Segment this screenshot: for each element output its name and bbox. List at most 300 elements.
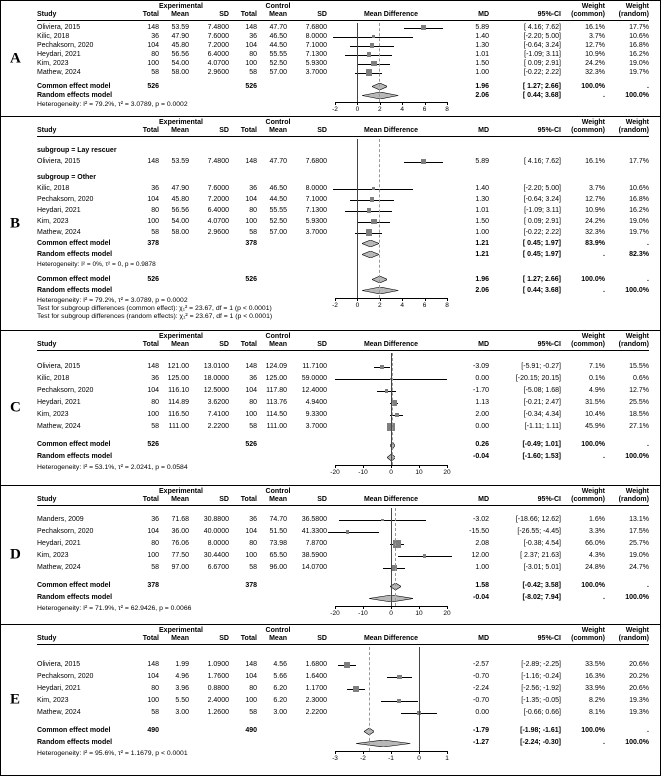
zero-reference-line xyxy=(391,508,392,606)
exp-total xyxy=(133,285,159,296)
effect-square xyxy=(372,187,375,190)
effect-square xyxy=(380,365,384,369)
study-column-header: Study xyxy=(37,11,57,18)
ci-plot-cell xyxy=(327,59,455,68)
ctrl-mean: 73.98 xyxy=(269,540,287,547)
weight-random-sub-header: (random) xyxy=(618,127,649,134)
axis-tick xyxy=(335,606,336,609)
ctrl-sd-header: SD xyxy=(317,341,327,348)
exp-sd: 7.6000 xyxy=(207,185,229,192)
ci-value: [ 0.09; 2.91] xyxy=(524,218,561,225)
control-group-header: Control xyxy=(265,488,291,495)
weight-random-value: 16.2% xyxy=(629,51,649,58)
md-value: 0.26 xyxy=(475,441,489,448)
exp-sd: 6.6700 xyxy=(207,564,229,571)
ctrl-total: 80 xyxy=(249,207,257,214)
ctrl-total xyxy=(229,91,257,100)
exp-mean: 56.56 xyxy=(171,51,189,58)
study-column-header: Study xyxy=(37,341,57,348)
study-row xyxy=(37,227,656,238)
axis-tick-label: 1 xyxy=(445,755,449,762)
weight-random-value: 19.0% xyxy=(629,60,649,67)
weight-random-header: Weight xyxy=(625,333,649,340)
ctrl-total: 100 xyxy=(245,552,257,559)
weight-common-value: 3.7% xyxy=(589,185,605,192)
weight-random-value: 20.6% xyxy=(629,661,649,668)
weight-random-value: 10.6% xyxy=(629,185,649,192)
axis-tick xyxy=(447,751,448,754)
ctrl-total: 100 xyxy=(245,60,257,67)
study-name: Kilic, 2018 xyxy=(37,33,70,40)
md-value: -2.24 xyxy=(473,685,489,692)
ctrl-sd-header: SD xyxy=(317,127,327,134)
panel-label-D: D xyxy=(10,546,21,563)
weight-random-value: 15.5% xyxy=(629,363,649,370)
x-axis xyxy=(327,296,455,312)
ctrl-sd: 7.8700 xyxy=(305,540,327,547)
axis-tick-label: 6 xyxy=(422,302,427,309)
exp-total: 490 xyxy=(147,727,159,734)
axis-tick-label: -1 xyxy=(388,755,394,762)
exp-mean: 45.80 xyxy=(171,42,189,49)
pooled-diamond xyxy=(362,287,398,294)
confidence-interval-line xyxy=(328,532,379,533)
ci-value: [-0.38; 4.54] xyxy=(523,540,561,547)
control-group-header: Control xyxy=(265,333,291,340)
ci-plot-cell xyxy=(327,274,455,285)
spacer xyxy=(37,488,133,496)
rows-container xyxy=(37,647,656,749)
exp-total: 100 xyxy=(147,552,159,559)
experimental-group-header: Experimental xyxy=(159,119,203,126)
study-name: Common effect model xyxy=(37,582,111,589)
weight-common-value: 4.9% xyxy=(589,387,605,394)
axis-tick-label: 2 xyxy=(377,302,382,309)
exp-sd xyxy=(189,580,229,592)
exp-total: 148 xyxy=(147,24,159,31)
ci-plot-cell xyxy=(327,683,455,695)
axis-tick-label: 8 xyxy=(445,302,449,309)
weight-random-value: . xyxy=(647,582,649,589)
ctrl-mean: 47.70 xyxy=(269,158,287,165)
weight-common-value: 10.4% xyxy=(585,411,605,418)
x-axis xyxy=(327,100,455,116)
axis-tick xyxy=(425,298,426,301)
weight-common-value: 16.1% xyxy=(585,24,605,31)
ctrl-total: 80 xyxy=(249,540,257,547)
weight-random-value: . xyxy=(647,727,649,734)
weight-common-sub-header: (common) xyxy=(571,635,605,642)
panel-label-B: B xyxy=(10,215,21,231)
ci-column-header: 95%-CI xyxy=(537,127,561,134)
exp-mean-header: Mean xyxy=(171,496,189,503)
ctrl-sd: 14.0700 xyxy=(301,564,327,571)
axis-tick-label: 4 xyxy=(400,302,404,309)
study-name: Mathew, 2024 xyxy=(37,423,81,430)
spacer xyxy=(327,627,455,635)
study-name: Common effect model xyxy=(37,276,111,283)
study-column-header: Study xyxy=(37,127,57,134)
md-value: 1.40 xyxy=(475,33,489,40)
weight-common-value: 16.3% xyxy=(585,673,605,680)
ctrl-mean: 6.20 xyxy=(273,685,287,692)
spacer xyxy=(455,488,489,496)
ctrl-sd-header: SD xyxy=(317,635,327,642)
exp-total: 80 xyxy=(151,207,159,214)
ctrl-mean xyxy=(257,82,287,91)
weight-common-sub-header: (common) xyxy=(571,127,605,134)
ci-value: [ 0.44; 3.68] xyxy=(522,287,561,294)
ctrl-mean xyxy=(257,91,287,100)
ci-plot-cell xyxy=(327,205,455,216)
axis-tick xyxy=(447,298,448,301)
ctrl-total-header: Total xyxy=(240,127,257,134)
ci-value: [-0.66; 0.66] xyxy=(523,709,561,716)
weight-common-value: 24.2% xyxy=(585,60,605,67)
weight-random-value: 18.5% xyxy=(629,411,649,418)
ctrl-mean: 124.09 xyxy=(265,363,287,370)
heterogeneity-note: Heterogeneity: I² = 0%, τ² = 0, p = 0.9878 xyxy=(37,261,156,268)
ctrl-mean: 74.70 xyxy=(269,516,287,523)
exp-total: 58 xyxy=(151,229,159,236)
ctrl-sd xyxy=(287,451,327,463)
ctrl-mean: 65.50 xyxy=(269,552,287,559)
effect-square xyxy=(367,208,371,212)
study-name: Common effect model xyxy=(37,727,111,734)
ctrl-mean: 4.56 xyxy=(273,661,287,668)
spacer xyxy=(455,333,489,341)
exp-mean: 1.99 xyxy=(175,661,189,668)
weight-common-sub-header: (common) xyxy=(571,496,605,503)
exp-sd: 6.4000 xyxy=(207,207,229,214)
exp-sd xyxy=(189,274,229,285)
ctrl-mean: 114.50 xyxy=(266,411,287,418)
ctrl-sd xyxy=(287,725,327,737)
rows-container xyxy=(37,139,656,296)
weight-common-value: 12.7% xyxy=(585,196,605,203)
md-value: 1.96 xyxy=(475,276,489,283)
ctrl-total: 104 xyxy=(245,528,257,535)
weight-random-value: 10.6% xyxy=(629,33,649,40)
exp-total-header: Total xyxy=(142,11,159,18)
column-header-row xyxy=(37,341,656,349)
panel-content xyxy=(33,1,660,117)
rows-container xyxy=(37,23,656,100)
ctrl-mean: 44.50 xyxy=(269,196,287,203)
effect-square xyxy=(395,413,399,417)
exp-sd: 12.5000 xyxy=(203,387,229,394)
panel-label-C: C xyxy=(10,399,21,416)
study-name: Pechaksorn, 2020 xyxy=(37,387,94,394)
weight-random-value: 19.3% xyxy=(629,697,649,704)
exp-total: 58 xyxy=(151,564,159,571)
axis-tick xyxy=(357,298,358,301)
exp-mean: 56.56 xyxy=(171,207,189,214)
study-column-header: Study xyxy=(37,496,57,503)
pooled-estimate-dashed-line xyxy=(379,139,380,298)
weight-common-sub-header: (common) xyxy=(571,11,605,18)
weight-random-value: . xyxy=(647,240,649,247)
exp-mean: 4.96 xyxy=(175,673,189,680)
exp-total: 526 xyxy=(147,83,159,90)
weight-random-value: 19.3% xyxy=(629,709,649,716)
panel-label-E: E xyxy=(10,691,21,708)
column-group-header-row xyxy=(37,119,656,127)
weight-random-header: Weight xyxy=(625,627,649,634)
ctrl-sd xyxy=(287,439,327,451)
ctrl-total: 36 xyxy=(249,516,257,523)
effect-square xyxy=(397,699,401,703)
weight-random-value: 20.6% xyxy=(629,685,649,692)
ci-plot-cell xyxy=(327,68,455,77)
axis-tick xyxy=(363,465,364,468)
ctrl-sd: 36.5800 xyxy=(301,516,327,523)
study-row xyxy=(37,32,656,41)
exp-total: 80 xyxy=(151,51,159,58)
ci-plot-cell xyxy=(327,156,455,167)
weight-common-value: 10.9% xyxy=(585,207,605,214)
study-name: Random effects model xyxy=(37,453,113,460)
exp-total: 80 xyxy=(151,540,159,547)
ci-value: [-0.42; 3.58] xyxy=(522,582,561,589)
exp-sd xyxy=(189,249,229,260)
exp-total: 80 xyxy=(151,399,159,406)
exp-mean: 5.50 xyxy=(175,697,189,704)
study-name: Kilic, 2018 xyxy=(37,375,70,382)
ci-plot-cell xyxy=(327,91,455,100)
mean-difference-header: Mean Difference xyxy=(363,11,419,18)
header-rule xyxy=(37,20,649,21)
ctrl-mean xyxy=(257,580,287,592)
axis-tick xyxy=(357,102,358,105)
axis-tick xyxy=(402,298,403,301)
zero-reference-line xyxy=(357,23,358,102)
ctrl-mean: 46.50 xyxy=(269,33,287,40)
weight-common-value: 24.2% xyxy=(585,218,605,225)
weight-random-value: 19.0% xyxy=(629,218,649,225)
exp-total: 58 xyxy=(151,709,159,716)
ctrl-total: 58 xyxy=(249,709,257,716)
exp-mean: 47.90 xyxy=(171,33,189,40)
footnote-line: Test for subgroup differences (random effects): χ₁² = 23.67, df = 1 (p < 0.0001) xyxy=(37,313,273,320)
weight-random-value: 82.3% xyxy=(629,251,649,258)
weight-random-value: 0.6% xyxy=(633,375,649,382)
md-value: 0.00 xyxy=(475,423,489,430)
exp-sd: 7.2000 xyxy=(207,196,229,203)
md-value: 1.96 xyxy=(475,83,489,90)
ctrl-total: 36 xyxy=(249,375,257,382)
md-value: -0.70 xyxy=(473,697,489,704)
exp-total: 80 xyxy=(151,685,159,692)
spacer xyxy=(455,627,489,635)
ctrl-total: 80 xyxy=(249,685,257,692)
study-name: Heydari, 2021 xyxy=(37,685,81,692)
ctrl-total: 58 xyxy=(249,229,257,236)
ctrl-total-header: Total xyxy=(240,635,257,642)
control-group-header: Control xyxy=(265,627,291,634)
exp-sd: 7.2000 xyxy=(207,42,229,49)
weight-random-value: 27.1% xyxy=(629,423,649,430)
ci-value: [ 0.45; 1.97] xyxy=(522,240,561,247)
study-name: Mathew, 2024 xyxy=(37,564,81,571)
md-value: -1.27 xyxy=(473,739,489,746)
ci-plot-cell xyxy=(327,659,455,671)
control-group-header: Control xyxy=(265,3,291,10)
panel-content xyxy=(33,486,660,624)
weight-common-value: 100.0% xyxy=(581,276,605,283)
study-row xyxy=(37,68,656,77)
exp-sd: 4.0700 xyxy=(207,60,229,67)
panel-footer xyxy=(37,100,656,117)
axis-tick-label: 0 xyxy=(355,106,360,113)
exp-total: 58 xyxy=(151,423,159,430)
study-row xyxy=(37,514,656,526)
mean-difference-header: Mean Difference xyxy=(363,341,419,348)
ctrl-mean xyxy=(257,249,287,260)
axis-tick xyxy=(447,102,448,105)
ctrl-sd: 3.7000 xyxy=(305,229,327,236)
pooled-diamond xyxy=(362,240,379,247)
md-value: 1.00 xyxy=(475,564,489,571)
spacer xyxy=(37,627,133,635)
ctrl-total-header: Total xyxy=(240,341,257,348)
md-value: 1.21 xyxy=(475,240,489,247)
md-value: -15.50 xyxy=(469,528,489,535)
column-header-row xyxy=(37,496,656,504)
study-name: Heydari, 2021 xyxy=(37,540,81,547)
spacer xyxy=(455,119,489,127)
footnotes xyxy=(37,605,323,613)
weight-common-header: Weight xyxy=(581,119,605,126)
ci-plot-cell xyxy=(327,671,455,683)
ci-plot-cell xyxy=(327,285,455,296)
exp-total: 104 xyxy=(147,196,159,203)
effect-square xyxy=(371,61,377,67)
weight-random-value: 19.0% xyxy=(629,552,649,559)
ctrl-sd: 7.6800 xyxy=(305,24,327,31)
md-value: 1.01 xyxy=(475,51,489,58)
ctrl-mean xyxy=(257,725,287,737)
panel-content xyxy=(33,331,660,483)
study-name: Kim, 2023 xyxy=(37,411,69,418)
study-name: Common effect model xyxy=(37,441,111,448)
exp-total: 526 xyxy=(147,276,159,283)
spacer xyxy=(327,3,455,11)
ctrl-sd: 3.7000 xyxy=(305,69,327,76)
exp-mean: 58.00 xyxy=(171,69,189,76)
ctrl-total: 378 xyxy=(245,240,257,247)
spacer xyxy=(327,488,455,496)
axis-tick-label: 2 xyxy=(377,106,382,113)
ctrl-total: 58 xyxy=(249,69,257,76)
exp-total xyxy=(133,737,159,749)
md-value: 0.00 xyxy=(475,375,489,382)
md-value: 5.89 xyxy=(475,24,489,31)
exp-mean xyxy=(159,592,189,604)
exp-sd-header: SD xyxy=(219,496,229,503)
ci-column-header: 95%-CI xyxy=(537,11,561,18)
exp-total xyxy=(133,91,159,100)
ctrl-mean: 111.00 xyxy=(266,423,287,430)
common-effect-row xyxy=(37,238,656,249)
weight-common-value: 4.3% xyxy=(589,552,605,559)
ci-plot-cell xyxy=(327,41,455,50)
exp-mean xyxy=(159,249,189,260)
x-axis xyxy=(327,749,455,765)
spacer xyxy=(455,3,489,11)
weight-random-value: 25.5% xyxy=(629,399,649,406)
effect-square xyxy=(397,675,402,680)
ctrl-total: 100 xyxy=(245,411,257,418)
experimental-group-header: Experimental xyxy=(159,3,203,10)
md-value: -3.02 xyxy=(473,516,489,523)
ci-value: [-2.56; -1.92] xyxy=(521,685,561,692)
weight-random-value: 20.2% xyxy=(629,673,649,680)
ci-value: [ 0.09; 2.91] xyxy=(524,60,561,67)
pooled-diamond xyxy=(356,740,410,747)
ci-plot-cell xyxy=(327,249,455,260)
panel-content xyxy=(33,117,660,322)
md-value: 5.89 xyxy=(475,158,489,165)
ctrl-total xyxy=(229,451,257,463)
weight-common-header: Weight xyxy=(581,488,605,495)
random-effect-row xyxy=(37,249,656,260)
study-name: Pechaksorn, 2020 xyxy=(37,528,94,535)
weight-common-value: 100.0% xyxy=(581,727,605,734)
axis-tick-label: 0 xyxy=(355,302,360,309)
exp-sd xyxy=(189,592,229,604)
axis-tick-label: 0 xyxy=(389,469,393,476)
study-name: Manders, 2009 xyxy=(37,516,84,523)
column-group-header-row xyxy=(37,333,656,341)
forest-panel-A xyxy=(0,0,661,117)
exp-total: 378 xyxy=(147,240,159,247)
ctrl-total: 148 xyxy=(245,661,257,668)
weight-common-value: 0.1% xyxy=(589,375,605,382)
weight-random-value: 25.7% xyxy=(629,540,649,547)
exp-sd: 1.2600 xyxy=(207,709,229,716)
study-name: Pechaksorn, 2020 xyxy=(37,196,94,203)
weight-common-value: 3.7% xyxy=(589,33,605,40)
study-row xyxy=(37,361,656,373)
ctrl-total xyxy=(229,249,257,260)
ci-value: [-1.09; 3.11] xyxy=(524,207,561,214)
axis-line xyxy=(335,102,447,103)
weight-random-sub-header: (random) xyxy=(618,635,649,642)
axis-tick-label: 0 xyxy=(389,610,393,617)
ctrl-sd xyxy=(287,737,327,749)
weight-random-value: . xyxy=(647,83,649,90)
weight-random-value: 17.5% xyxy=(629,528,649,535)
effect-square xyxy=(371,219,377,225)
exp-total: 148 xyxy=(147,661,159,668)
ctrl-sd: 1.1700 xyxy=(305,685,327,692)
ci-value: [ 0.44; 3.68] xyxy=(522,92,561,99)
spacer xyxy=(489,119,561,127)
exp-mean: 3.00 xyxy=(175,709,189,716)
weight-common-value: 100.0% xyxy=(581,582,605,589)
footnotes xyxy=(37,297,323,321)
md-value: 1.30 xyxy=(475,42,489,49)
exp-total: 36 xyxy=(151,375,159,382)
ctrl-sd: 7.1000 xyxy=(305,42,327,49)
forest-panel-C xyxy=(0,330,661,486)
effect-square xyxy=(353,686,359,692)
ctrl-sd: 3.7000 xyxy=(305,423,327,430)
weight-common-value: 16.1% xyxy=(585,158,605,165)
ctrl-mean-header: Mean xyxy=(269,341,287,348)
spacer xyxy=(489,3,561,11)
